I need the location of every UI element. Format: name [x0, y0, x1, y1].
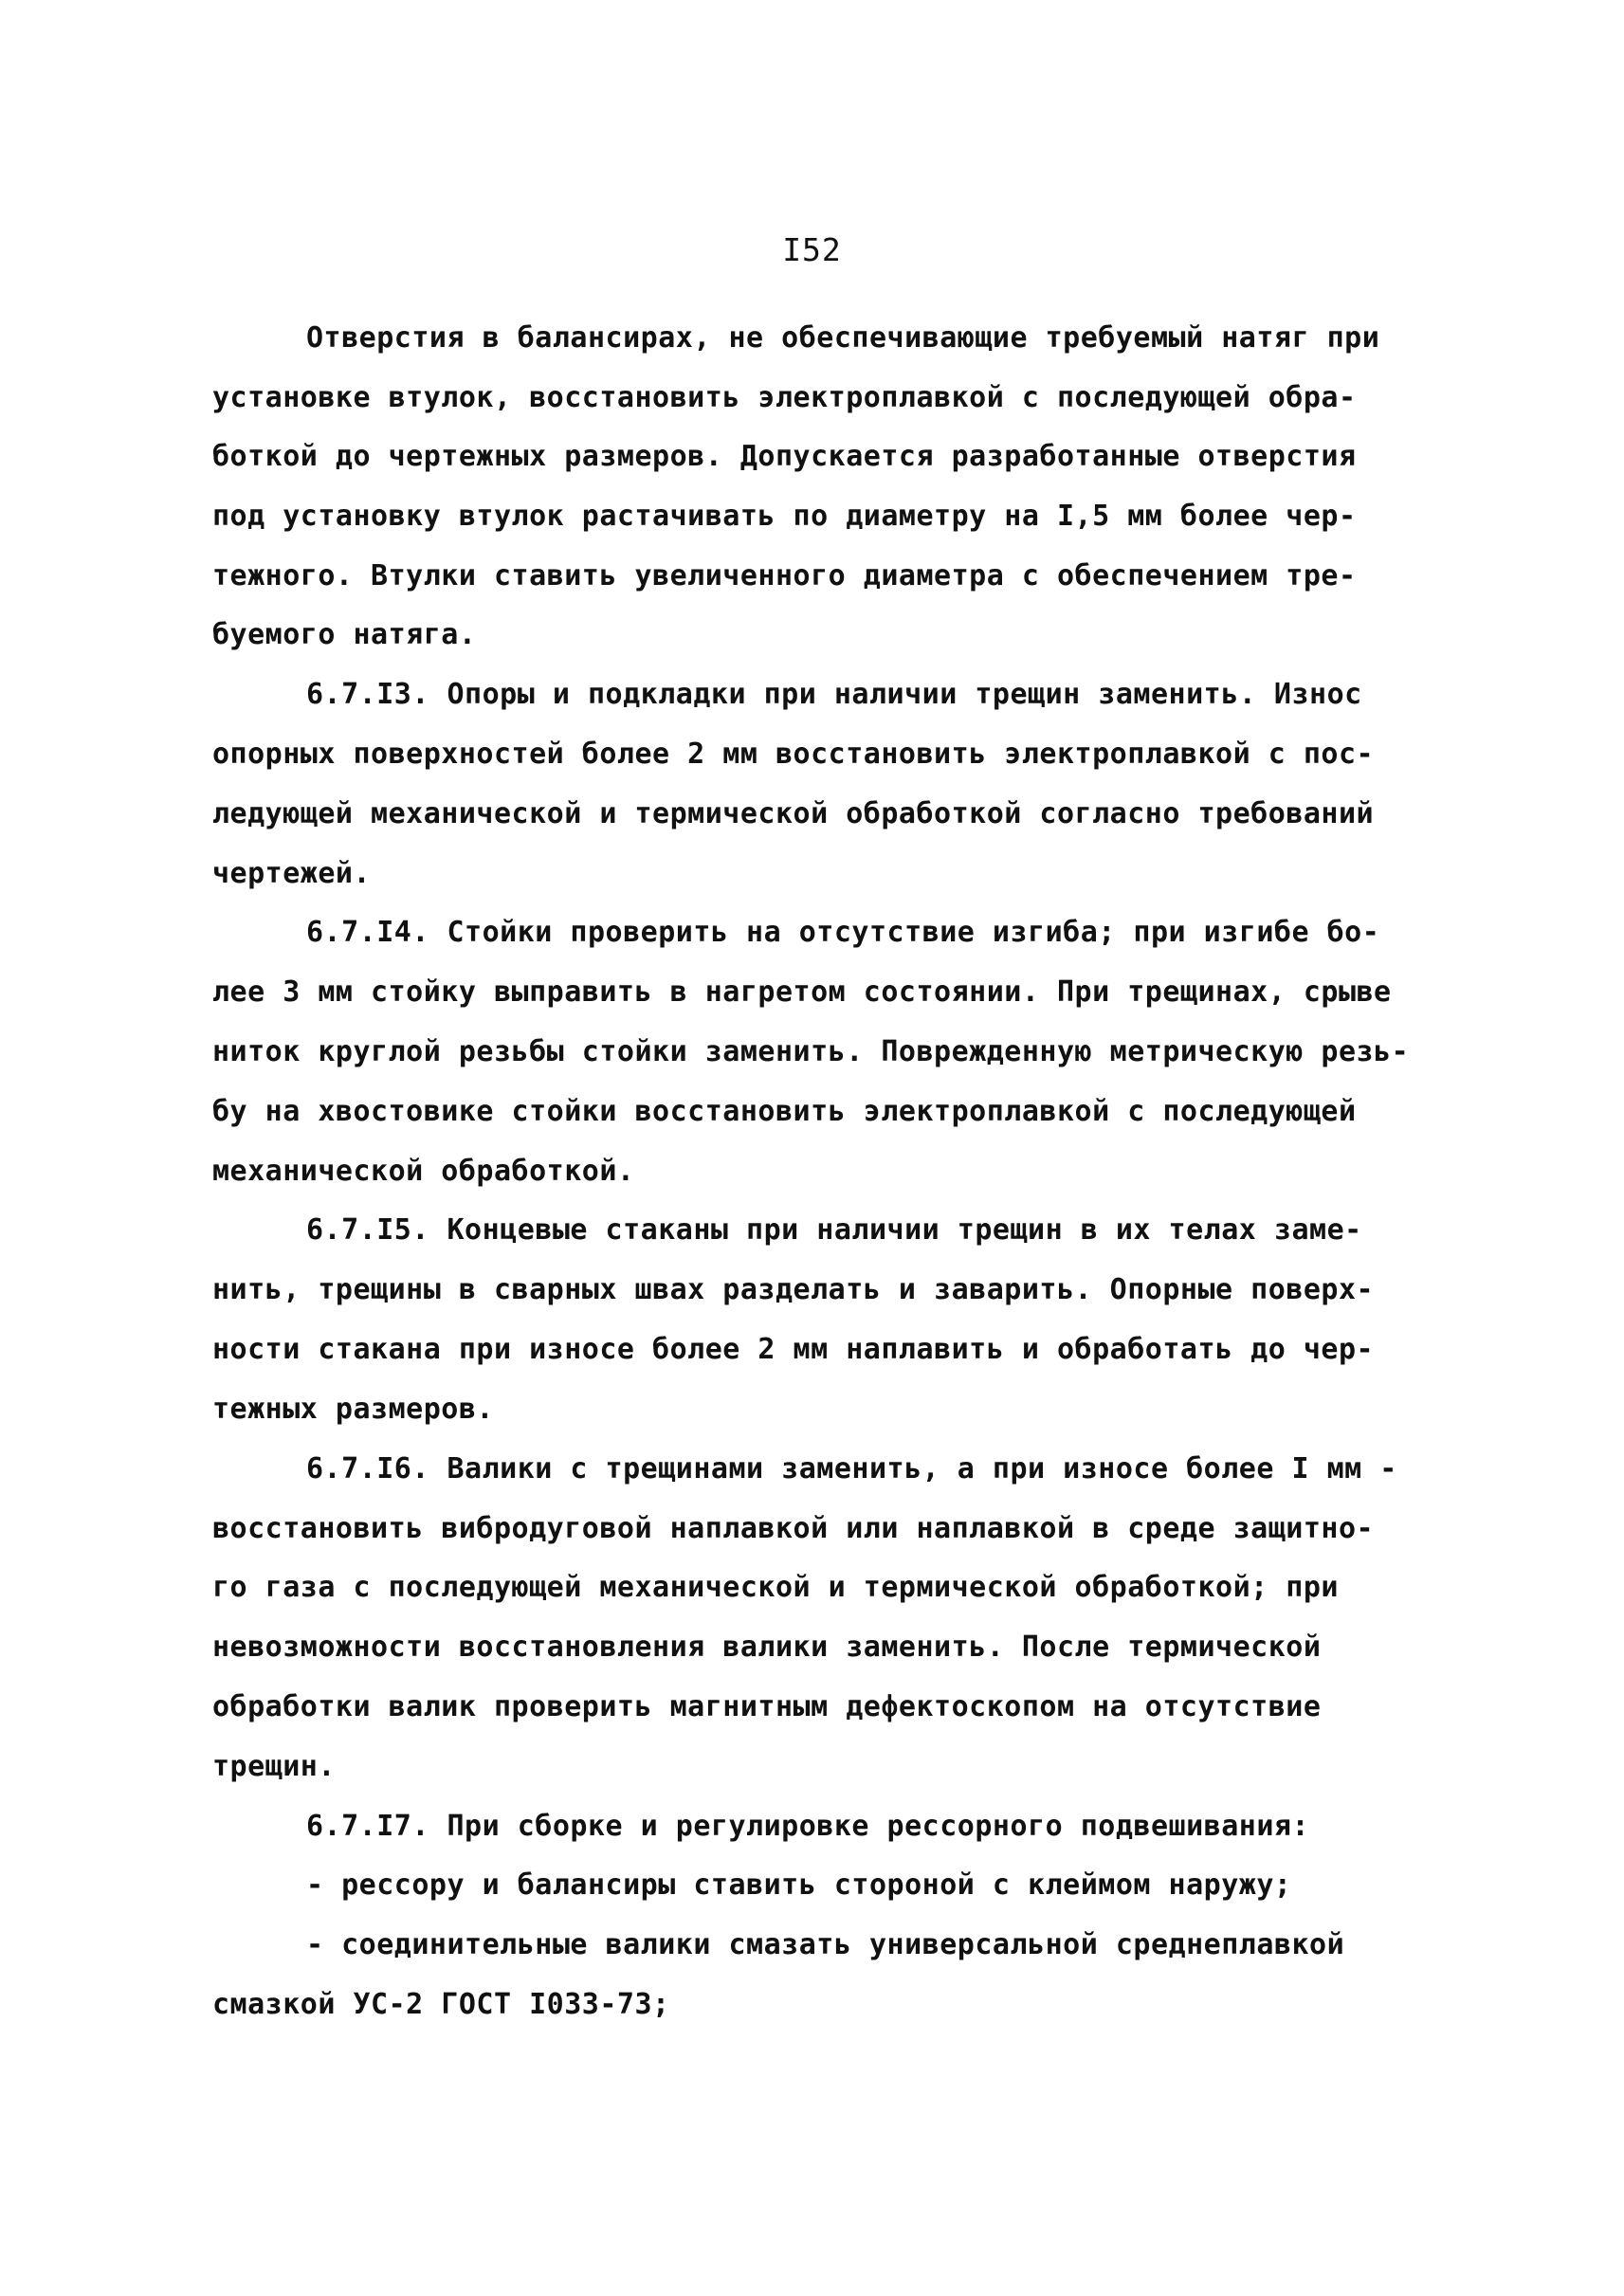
text-line: механической обработкой. — [212, 1155, 635, 1188]
text-line: 6.7.I3. Опоры и подкладки при наличии трещин заменить. Износ — [306, 678, 1362, 711]
text-line: 6.7.I7. При сборке и регулировке рессорного подвешивания: — [306, 1810, 1310, 1843]
text-line: смазкой УС-2 ГОСТ I033-73; — [212, 1988, 670, 2021]
text-line: го газа с последующей механической и термической обработкой; при — [212, 1571, 1339, 1604]
text-line: Отверстия в балансирах, не обеспечивающие требуемый натяг при — [306, 321, 1380, 355]
text-line: бу на хвостовике стойки восстановить электроплавкой с последующей — [212, 1095, 1357, 1128]
text-line: тежных размеров. — [212, 1393, 494, 1426]
text-line: - рессору и балансиры ставить стороной с клеймом наружу; — [306, 1868, 1292, 1902]
text-line: ниток круглой резьбы стойки заменить. Поврежденную метрическую резь- — [212, 1035, 1410, 1068]
text-line: боткой до чертежных размеров. Допускается разработанные отверстия — [212, 440, 1357, 473]
text-line: - соединительные валики смазать универсальной среднеплавкой — [306, 1928, 1345, 1961]
text-line: тежного. Втулки ставить увеличенного диаметра с обеспечением тре- — [212, 559, 1357, 592]
text-line: невозможности восстановления валики заменить. После термической — [212, 1631, 1322, 1664]
text-line: ледующей механической и термической обработкой согласно требований — [212, 797, 1375, 830]
text-line: чертежей. — [212, 857, 372, 890]
text-line: обработки валик проверить магнитным дефектоскопом на отсутствие — [212, 1690, 1322, 1723]
text-line: под установку втулок растачивать по диаметру на I,5 мм более чер- — [212, 500, 1357, 533]
text-line: ности стакана при износе более 2 мм наплавить и обработать до чер- — [212, 1333, 1375, 1366]
page-number: I52 — [782, 231, 842, 268]
text-line: нить, трещины в сварных швах разделать и заварить. Опорные поверх- — [212, 1273, 1375, 1306]
text-line: 6.7.I4. Стойки проверить на отсутствие изгиба; при изгибе бо- — [306, 916, 1380, 949]
text-line: 6.7.I6. Валики с трещинами заменить, а при износе более I мм - — [306, 1452, 1397, 1485]
text-line: установке втулок, восстановить электроплавкой с последующей обра- — [212, 381, 1357, 414]
text-line: буемого натяга. — [212, 618, 477, 651]
text-line: лее 3 мм стойку выправить в нагретом состоянии. При трещинах, срыве — [212, 975, 1392, 1009]
text-line: восстановить вибродуговой наплавкой или наплавкой в среде защитно- — [212, 1512, 1375, 1545]
text-line: 6.7.I5. Концевые стаканы при наличии трещин в их телах заме- — [306, 1213, 1362, 1247]
text-line: трещин. — [212, 1750, 336, 1783]
text-line: опорных поверхностей более 2 мм восстановить электроплавкой с пос- — [212, 738, 1375, 771]
